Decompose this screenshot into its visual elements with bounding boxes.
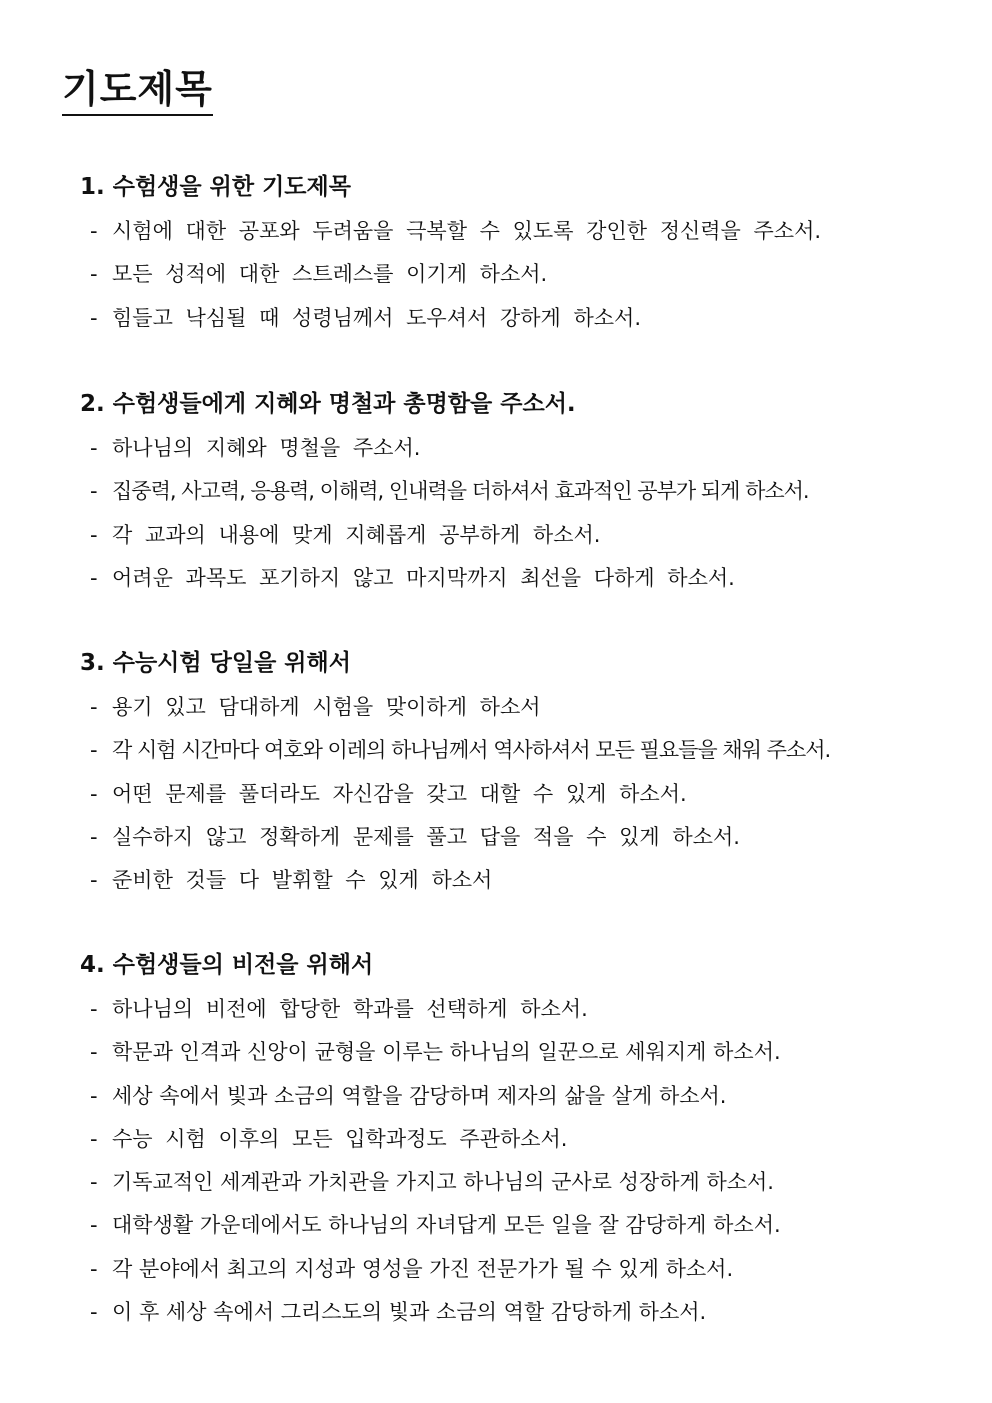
- bullet-dash: -: [90, 1213, 98, 1238]
- bullet-dash: -: [90, 868, 98, 893]
- list-item: [80, 253, 960, 296]
- item-text: 실수하지 않고 정확하게 문제를 풀고 답을 적을 수 있게 하소서.: [112, 824, 740, 849]
- prayer-list: [80, 988, 960, 1334]
- item-text: 모든 성적에 대한 스트레스를 이기게 하소서.: [112, 262, 548, 287]
- list-item: [80, 816, 960, 859]
- list-item: [80, 1118, 960, 1161]
- list-item: [80, 297, 960, 340]
- list-item: [80, 988, 960, 1031]
- list-item: [80, 427, 960, 470]
- list-item: [80, 210, 960, 253]
- list-item: [80, 514, 960, 557]
- list-item: [80, 557, 960, 600]
- bullet-dash: -: [90, 1040, 98, 1065]
- bullet-dash: -: [90, 219, 98, 243]
- bullet-dash: -: [90, 479, 97, 504]
- prayer-list: [80, 210, 960, 340]
- item-text: 어려운 과목도 포기하지 않고 마지막까지 최선을 다하게 하소서.: [112, 565, 735, 590]
- list-item: [80, 729, 960, 772]
- item-text: 준비한 것들 다 발휘할 수 있게 하소서: [112, 868, 493, 893]
- item-text: 시험에 대한 공포와 두려움을 극복할 수 있도록 강인한 정신력을 주소서.: [112, 219, 822, 243]
- section-heading: 3. 수능시험 당일을 위해서: [80, 650, 351, 676]
- item-text: 하나님의 비전에 합당한 학과를 선택하게 하소서.: [112, 997, 588, 1021]
- section-wisdom-prayer: [80, 389, 960, 600]
- bullet-dash: -: [90, 436, 98, 460]
- section-vision-prayer: [80, 950, 960, 1334]
- bullet-dash: -: [90, 695, 98, 719]
- list-item: [80, 1291, 960, 1334]
- item-text: 학문과 인격과 신앙이 균형을 이루는 하나님의 일꾼으로 세워지게 하소서.: [112, 1040, 781, 1065]
- bullet-dash: -: [90, 738, 97, 763]
- section-exam-day-prayer: [80, 648, 960, 902]
- bullet-dash: -: [90, 1256, 98, 1281]
- item-text: 하나님의 지혜와 명철을 주소서.: [112, 436, 421, 460]
- item-text: 용기 있고 담대하게 시험을 맞이하게 하소서: [112, 695, 541, 719]
- item-text: 수능 시험 이후의 모든 입학과정도 주관하소서.: [112, 1126, 568, 1151]
- item-text: 세상 속에서 빛과 소금의 역할을 감당하며 제자의 삶을 살게 하소서.: [112, 1083, 727, 1108]
- item-text: 힘들고 낙심될 때 성령님께서 도우셔서 강하게 하소서.: [112, 305, 642, 330]
- bullet-dash: -: [90, 262, 98, 287]
- list-item: [80, 773, 960, 816]
- list-item: [80, 1075, 960, 1118]
- document-title: 기도제목: [62, 66, 213, 116]
- section-heading: 1. 수험생을 위한 기도제목: [80, 174, 351, 200]
- list-item: [80, 470, 960, 513]
- item-text: 각 분야에서 최고의 지성과 영성을 가진 전문가가 될 수 있게 하소서.: [112, 1256, 734, 1281]
- prayer-list: [80, 427, 960, 600]
- item-text: 기독교적인 세계관과 가치관을 가지고 하나님의 군사로 성장하게 하소서.: [112, 1170, 774, 1195]
- item-text: 대학생활 가운데에서도 하나님의 자녀답게 모든 일을 잘 감당하게 하소서.: [112, 1213, 781, 1238]
- list-item: [80, 1031, 960, 1074]
- section-exam-student-prayer: [80, 172, 960, 340]
- list-item: [80, 859, 960, 902]
- list-item: [80, 686, 960, 729]
- list-item: [80, 1204, 960, 1247]
- item-text: 이 후 세상 속에서 그리스도의 빛과 소금의 역할 감당하게 하소서.: [112, 1300, 707, 1325]
- bullet-dash: -: [90, 1083, 98, 1108]
- list-item: [80, 1248, 960, 1291]
- prayer-list: [80, 686, 960, 902]
- bullet-dash: -: [90, 824, 98, 849]
- bullet-dash: -: [90, 997, 98, 1021]
- bullet-dash: -: [90, 1170, 98, 1195]
- list-item: [80, 1161, 960, 1204]
- item-text: 각 시험 시간마다 여호와 이레의 하나님께서 역사하셔서 모든 필요들을 채워 주소서.: [112, 738, 831, 763]
- section-heading: 4. 수험생들의 비전을 위해서: [80, 952, 374, 978]
- bullet-dash: -: [90, 565, 98, 590]
- item-text: 집중력, 사고력, 응용력, 이해력, 인내력을 더하셔서 효과적인 공부가 되게 하소서.: [112, 479, 809, 504]
- bullet-dash: -: [90, 781, 98, 806]
- item-text: 어떤 문제를 풀더라도 자신감을 갖고 대할 수 있게 하소서.: [112, 781, 687, 806]
- bullet-dash: -: [90, 1300, 98, 1325]
- bullet-dash: -: [90, 305, 98, 330]
- item-text: 각 교과의 내용에 맞게 지혜롭게 공부하게 하소서.: [112, 522, 601, 547]
- bullet-dash: -: [90, 522, 98, 547]
- section-heading: 2. 수험생들에게 지혜와 명철과 총명함을 주소서.: [80, 391, 576, 417]
- bullet-dash: -: [90, 1126, 98, 1151]
